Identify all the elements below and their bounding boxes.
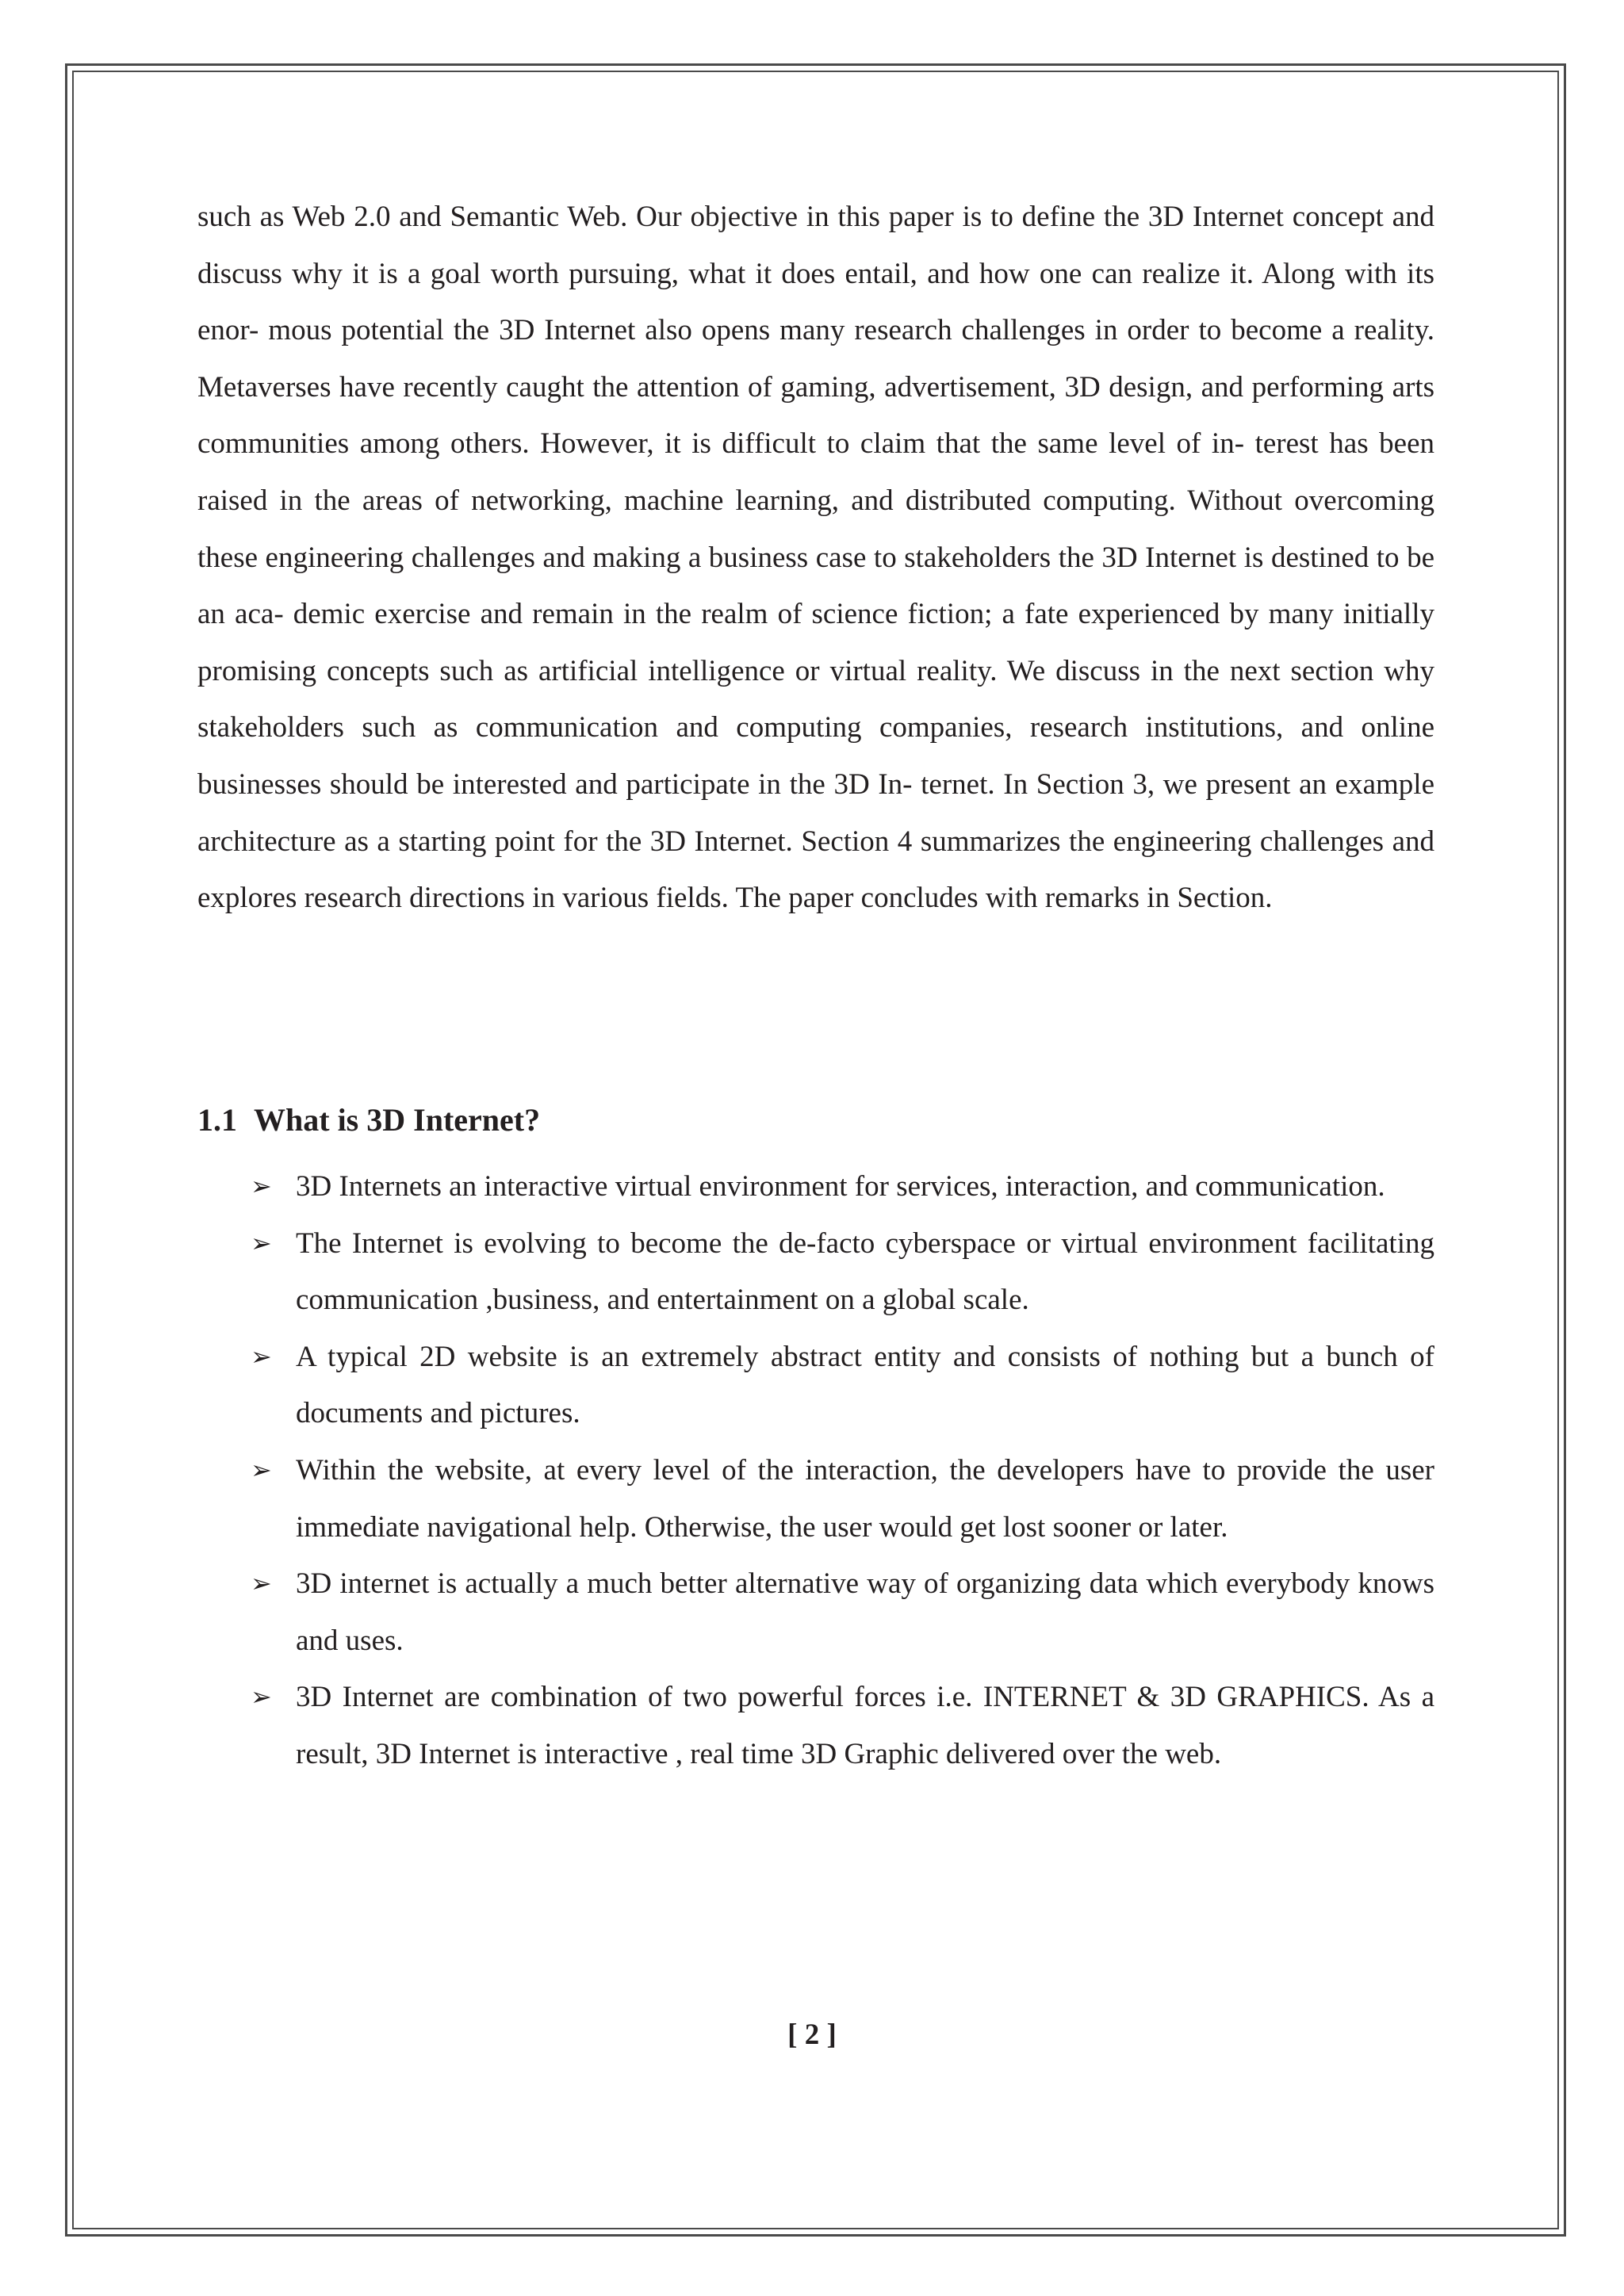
- bullet-item: [197, 1442, 1434, 1556]
- section-number: 1.1: [197, 1102, 237, 1138]
- arrowhead-bullet-icon: ➢: [251, 1341, 272, 1372]
- bullet-text: 3D Internets an interactive virtual environment for services, interaction, and communication.: [296, 1170, 1385, 1203]
- bullet-item: [197, 1669, 1434, 1782]
- bullet-text: 3D internet is actually a much better alternative way of organizing data which everybody knows and uses.: [296, 1567, 1434, 1657]
- bullet-text: Within the website, at every level of the interaction, the developers have to provide the user immediate navigational help. Otherwise, the user would get lost sooner or later.: [296, 1453, 1434, 1544]
- bullet-item: [197, 1158, 1434, 1215]
- bullet-item: [197, 1215, 1434, 1329]
- bullet-item: [197, 1556, 1434, 1669]
- intro-paragraph: such as Web 2.0 and Semantic Web. Our objective in this paper is to define the 3D Internet concept and discuss why it is a goal worth pursuing, what it does entail, and how one can realize it. Along with its enor- mous potential the 3D Internet also opens many research challenges in order to become a reality. Metaverses have recently caught the attention of gaming, advertisement, 3D design, and performing arts communities among others. However, it is difficult to claim that the same level of in- terest has been raised in the areas of networking, machine learning, and distributed computing. Without overcoming these engineering challenges and making a business case to stakeholders the 3D Internet is destined to be an aca- demic exercise and remain in the realm of science fiction; a fate experienced by many initially promising concepts such as artificial intelligence or virtual reality. We discuss in the next section why stakeholders such as communication and computing companies, research institutions, and online businesses should be interested and participate in the 3D In- ternet. In Section 3, we present an example architecture as a starting point for the 3D Internet. Section 4 summarizes the engineering challenges and explores research directions in various fields. The paper concludes with remarks in Section.: [197, 201, 1434, 915]
- arrowhead-bullet-icon: ➢: [251, 1682, 272, 1712]
- bullet-text: The Internet is evolving to become the de-facto cyberspace or virtual environment facilitating communication ,business, and entertainment on a global scale.: [296, 1226, 1434, 1317]
- page-number: [ 2 ]: [787, 2019, 837, 2051]
- bullet-list: [197, 1158, 1434, 1783]
- arrowhead-bullet-icon: ➢: [251, 1568, 272, 1599]
- bullet-text: A typical 2D website is an extremely abstract entity and consists of nothing but a bunch of documents and pictures.: [296, 1340, 1434, 1430]
- section-title: What is 3D Internet?: [254, 1102, 541, 1138]
- page-content: [197, 189, 1434, 1770]
- section-heading: [197, 1098, 540, 1142]
- arrowhead-bullet-icon: ➢: [251, 1227, 272, 1258]
- bullet-item: [197, 1329, 1434, 1442]
- arrowhead-bullet-icon: ➢: [251, 1454, 272, 1485]
- bullet-text: 3D Internet are combination of two powerful forces i.e. INTERNET & 3D GRAPHICS. As a result, 3D Internet is interactive , real time 3D Graphic delivered over the web.: [296, 1681, 1434, 1770]
- arrowhead-bullet-icon: ➢: [251, 1171, 272, 1201]
